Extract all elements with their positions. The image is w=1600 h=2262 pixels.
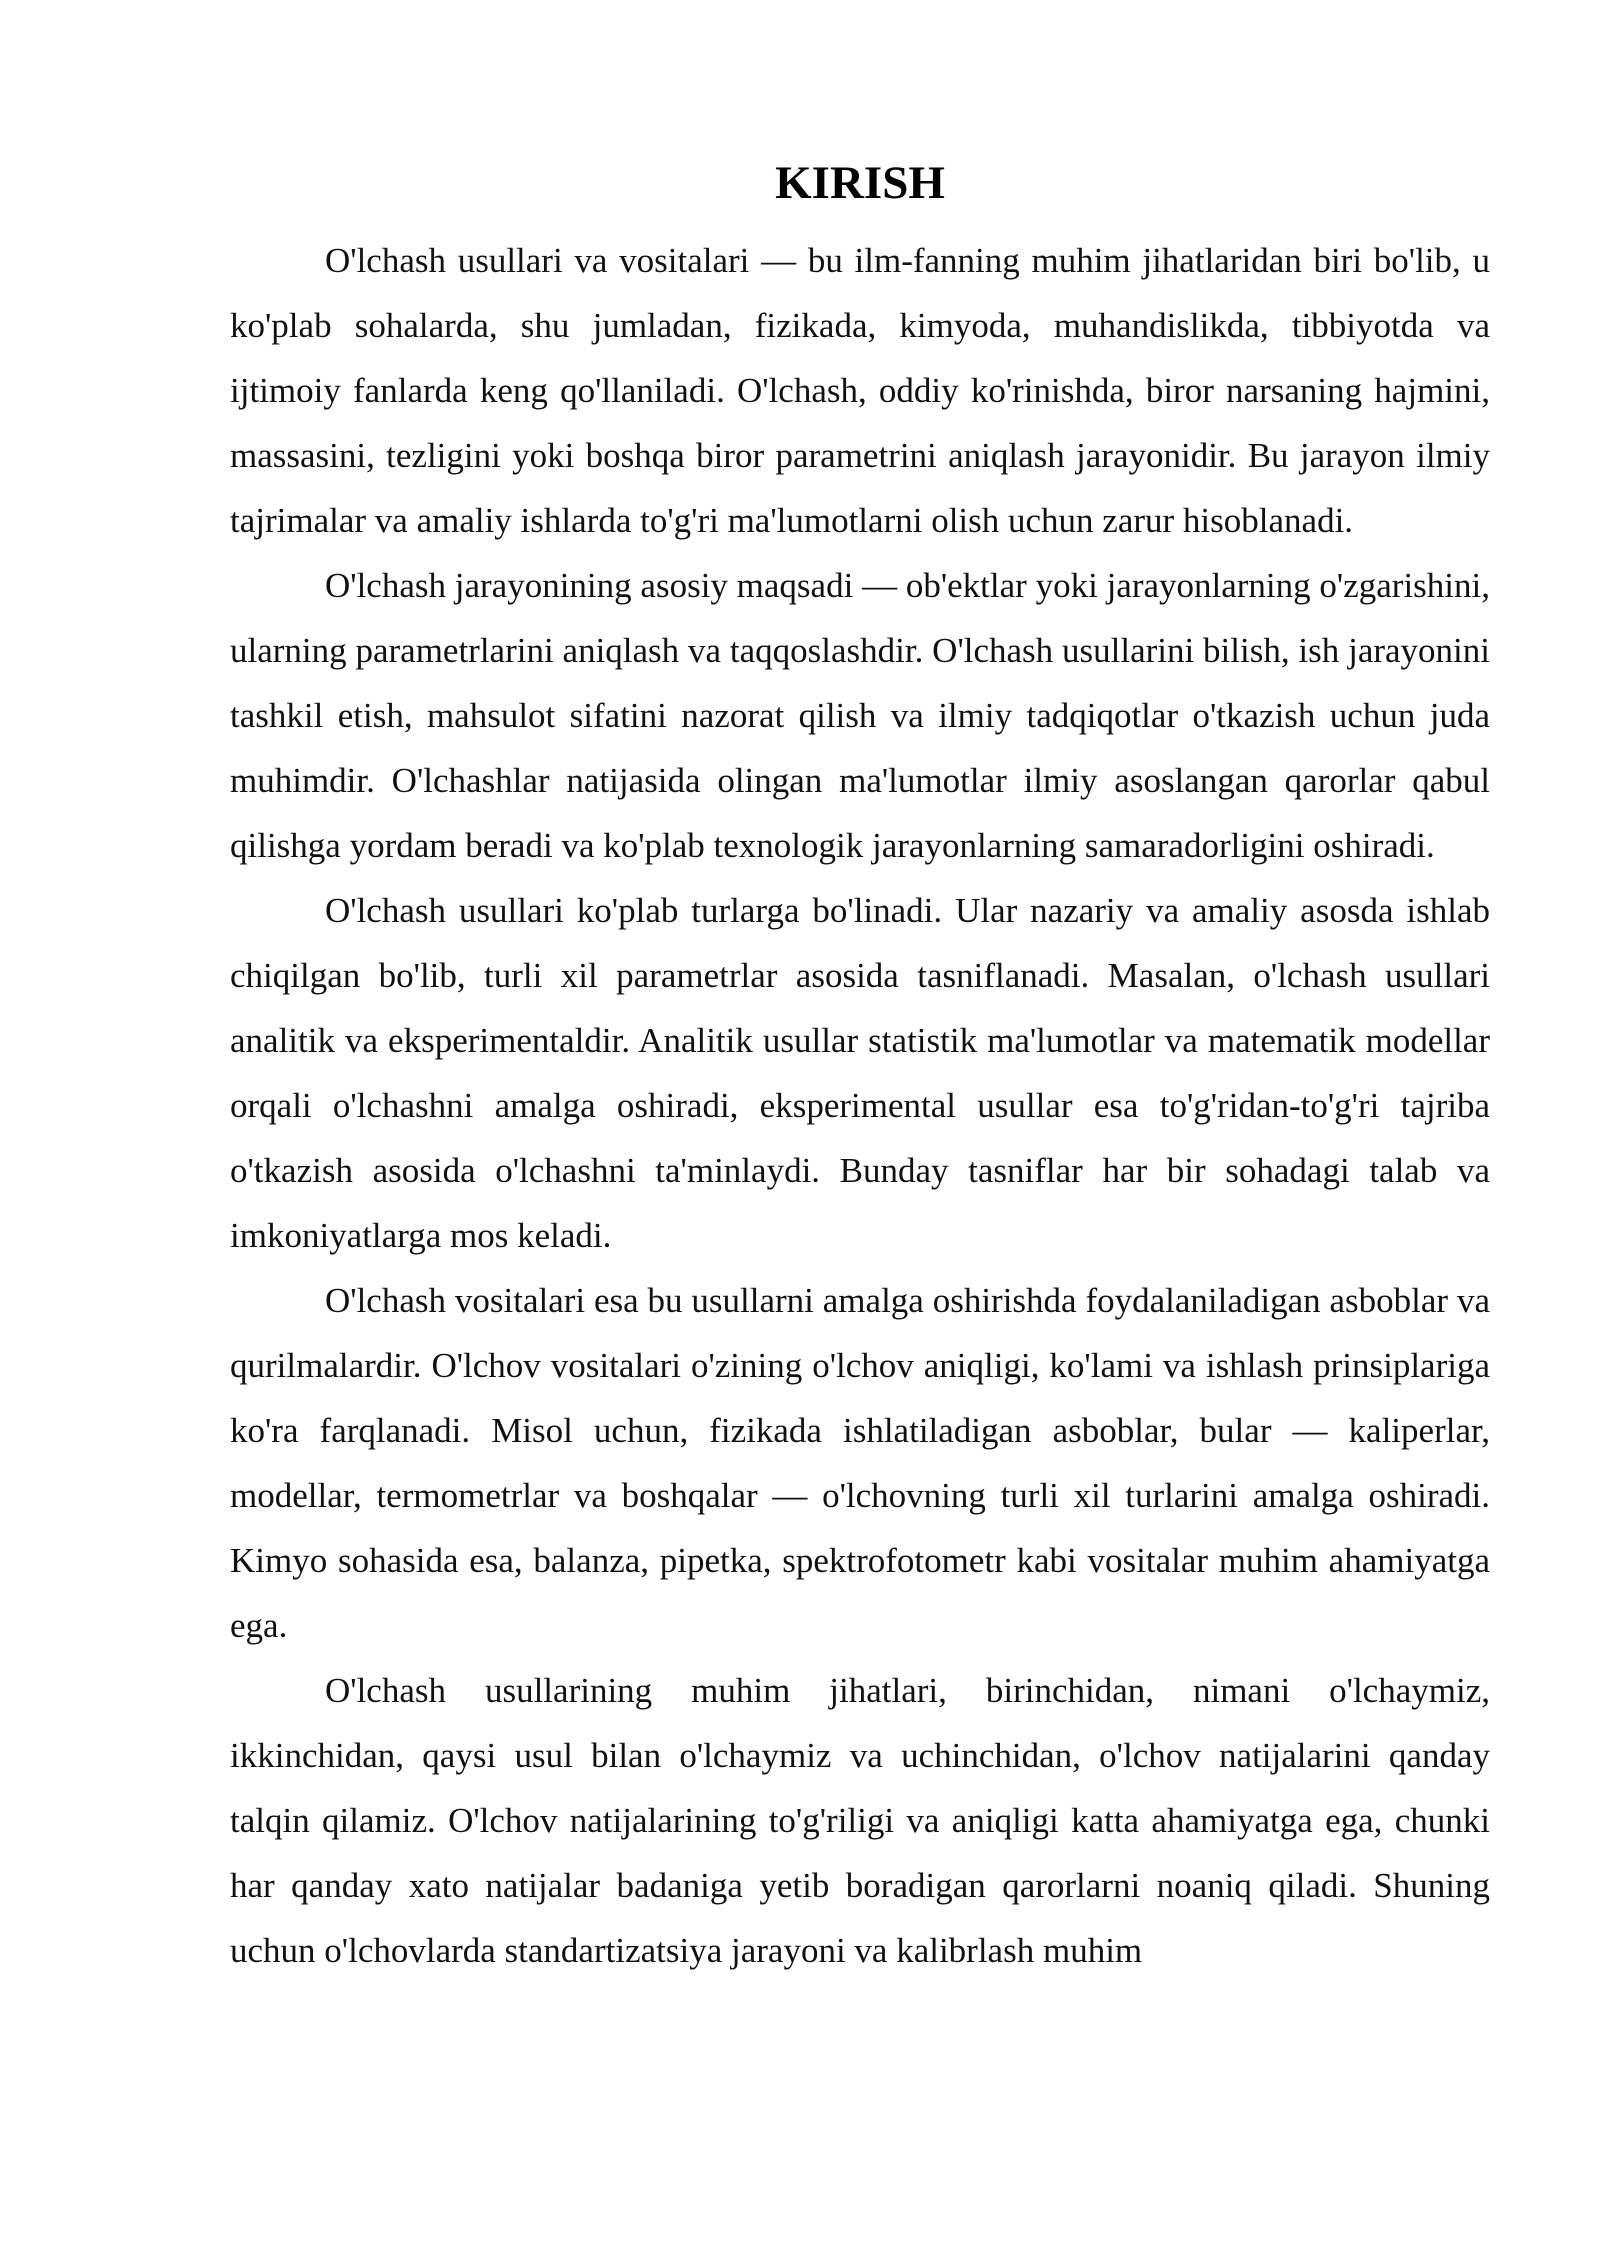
document-body [230, 228, 1490, 1983]
paragraph: O'lchash usullarining muhim jihatlari, birinchidan, nimani o'lchaymiz, ikkinchidan, qaysi usul bilan o'lchaymiz va uchinchidan, o'lchov natijalarini qanday talqin qilamiz. O'lchov natijalarining to'g'riligi va aniqligi katta ahamiyatga ega, chunki har qanday xato natijalar badaniga yetib boradigan qarorlarni noaniq qiladi. Shuning uchun o'lchovlarda standartizatsiya jarayoni va kalibrlash muhim [230, 1671, 1490, 1970]
paragraph: O'lchash jarayonining asosiy maqsadi — ob'ektlar yoki jarayonlarning o'zgarishini, ularning parametrlarini aniqlash va taqqoslashdir. O'lchash usullarini bilish, ish jarayonini tashkil etish, mahsulot sifatini nazorat qilish va ilmiy tadqiqotlar o'tkazish uchun juda muhimdir. O'lchashlar natijasida olingan ma'lumotlar ilmiy asoslangan qarorlar qabul qilishga yordam beradi va ko'plab texnologik jarayonlarning samaradorligini oshiradi. [230, 566, 1490, 865]
paragraph: O'lchash usullari ko'plab turlarga bo'linadi. Ular nazariy va amaliy asosda ishlab chiqilgan bo'lib, turli xil parametrlar asosida tasniflanadi. Masalan, o'lchash usullari analitik va eksperimentaldir. Analitik usullar statistik ma'lumotlar va matematik modellar orqali o'lchashni amalga oshiradi, eksperimental usullar esa to'g'ridan-to'g'ri tajriba o'tkazish asosida o'lchashni ta'minlaydi. Bunday tasniflar har bir sohadagi talab va imkoniyatlarga mos keladi. [230, 891, 1490, 1255]
paragraph: O'lchash vositalari esa bu usullarni amalga oshirishda foydalaniladigan asboblar va qurilmalardir. O'lchov vositalari o'zining o'lchov aniqligi, ko'lami va ishlash prinsiplariga ko'ra farqlanadi. Misol uchun, fizikada ishlatiladigan asboblar, bular — kaliperlar, modellar, termometrlar va boshqalar — o'lchovning turli xil turlarini amalga oshiradi. Kimyo sohasida esa, balanza, pipetka, spektrofotometr kabi vositalar muhim ahamiyatga ega. [230, 1281, 1490, 1645]
paragraph: O'lchash usullari va vositalari — bu ilm-fanning muhim jihatlaridan biri bo'lib, u ko'plab sohalarda, shu jumladan, fizikada, kimyoda, muhandislikda, tibbiyotda va ijtimoiy fanlarda keng qo'llaniladi. O'lchash, oddiy ko'rinishda, biror narsaning hajmini, massasini, tezligini yoki boshqa biror parametrini aniqlash jarayonidir. Bu jarayon ilmiy tajrimalar va amaliy ishlarda to'g'ri ma'lumotlarni olish uchun zarur hisoblanadi. [230, 241, 1490, 540]
page-title: KIRISH [775, 157, 945, 209]
